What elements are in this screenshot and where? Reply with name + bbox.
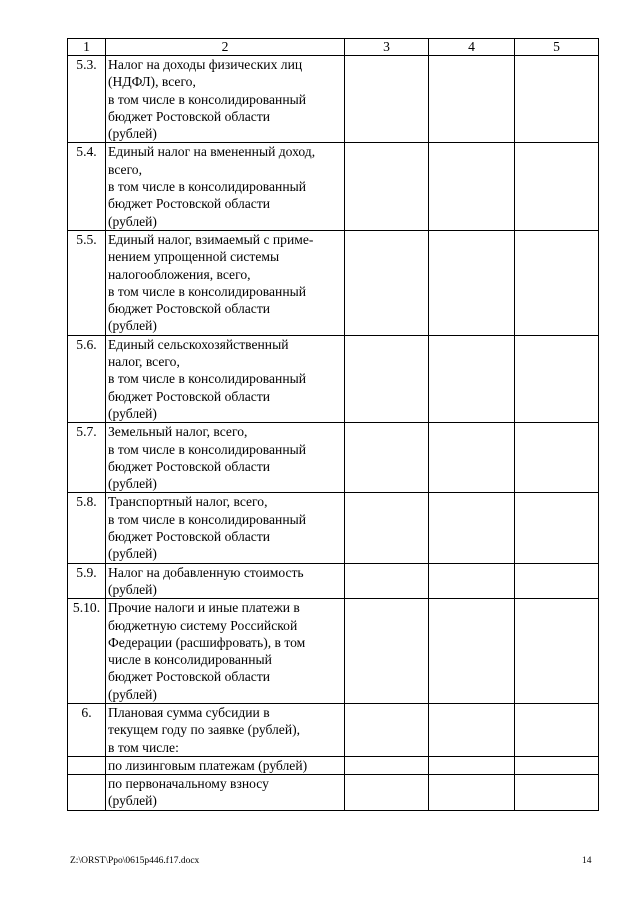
value-cell-col-3[interactable] xyxy=(345,703,429,756)
header-cell-4: 4 xyxy=(429,39,515,56)
table-row xyxy=(68,230,599,335)
table-row xyxy=(68,563,599,599)
file-path: Z:\ORST\Ppo\0615p446.f17.docx xyxy=(70,856,200,866)
value-cell-col-3[interactable] xyxy=(345,775,429,811)
row-description: по первоначальному взносу (рублей) xyxy=(106,775,345,811)
row-number: 5.8. xyxy=(68,493,106,563)
row-description: Налог на добавленную стоимость (рублей) xyxy=(106,563,345,599)
header-cell-5: 5 xyxy=(515,39,599,56)
value-cell-col-4[interactable] xyxy=(429,756,515,774)
value-cell-col-5[interactable] xyxy=(515,599,599,704)
value-cell-col-5[interactable] xyxy=(515,775,599,811)
table-row xyxy=(68,493,599,563)
header-cell-3: 3 xyxy=(345,39,429,56)
page-number: 14 xyxy=(582,856,592,866)
value-cell-col-5[interactable] xyxy=(515,335,599,422)
row-number: 5.10. xyxy=(68,599,106,704)
header-cell-2: 2 xyxy=(106,39,345,56)
row-description: Единый налог, взимаемый с приме- нением упрощенной системы налогообложения, всего, в том числе в консолидированный бюджет Ростовской области (рублей) xyxy=(106,230,345,335)
table-row xyxy=(68,703,599,756)
row-description: Налог на доходы физических лиц (НДФЛ), всего, в том числе в консолидированный бюджет Ростовской области (рублей) xyxy=(106,56,345,143)
value-cell-col-3[interactable] xyxy=(345,756,429,774)
value-cell-col-3[interactable] xyxy=(345,143,429,230)
row-description: Прочие налоги и иные платежи в бюджетную систему Российской Федерации (расшифровать), в том числе в консолидированный бюджет Ростовской области (рублей) xyxy=(106,599,345,704)
row-number: 5.6. xyxy=(68,335,106,422)
value-cell-col-4[interactable] xyxy=(429,423,515,493)
table-row xyxy=(68,775,599,811)
value-cell-col-5[interactable] xyxy=(515,703,599,756)
table-row xyxy=(68,599,599,704)
table-row xyxy=(68,756,599,774)
value-cell-col-5[interactable] xyxy=(515,56,599,143)
value-cell-col-3[interactable] xyxy=(345,230,429,335)
row-description: по лизинговым платежам (рублей) xyxy=(106,756,345,774)
value-cell-col-5[interactable] xyxy=(515,230,599,335)
value-cell-col-5[interactable] xyxy=(515,756,599,774)
header-cell-1: 1 xyxy=(68,39,106,56)
row-number xyxy=(68,756,106,774)
row-description: Плановая сумма субсидии в текущем году по заявке (рублей), в том числе: xyxy=(106,703,345,756)
row-number: 5.5. xyxy=(68,230,106,335)
row-description: Единый налог на вмененный доход, всего, в том числе в консолидированный бюджет Ростовской области (рублей) xyxy=(106,143,345,230)
table-row xyxy=(68,56,599,143)
value-cell-col-5[interactable] xyxy=(515,563,599,599)
value-cell-col-3[interactable] xyxy=(345,563,429,599)
row-number xyxy=(68,775,106,811)
value-cell-col-3[interactable] xyxy=(345,56,429,143)
table-row xyxy=(68,335,599,422)
value-cell-col-4[interactable] xyxy=(429,775,515,811)
value-cell-col-4[interactable] xyxy=(429,493,515,563)
value-cell-col-4[interactable] xyxy=(429,599,515,704)
value-cell-col-5[interactable] xyxy=(515,423,599,493)
table-header-row xyxy=(68,39,599,56)
value-cell-col-3[interactable] xyxy=(345,493,429,563)
form-table xyxy=(67,38,599,811)
row-description: Транспортный налог, всего, в том числе в консолидированный бюджет Ростовской области (рублей) xyxy=(106,493,345,563)
value-cell-col-4[interactable] xyxy=(429,143,515,230)
row-number: 5.9. xyxy=(68,563,106,599)
row-description: Земельный налог, всего, в том числе в консолидированный бюджет Ростовской области (рублей) xyxy=(106,423,345,493)
value-cell-col-3[interactable] xyxy=(345,423,429,493)
value-cell-col-5[interactable] xyxy=(515,493,599,563)
value-cell-col-3[interactable] xyxy=(345,335,429,422)
value-cell-col-4[interactable] xyxy=(429,230,515,335)
value-cell-col-4[interactable] xyxy=(429,335,515,422)
value-cell-col-4[interactable] xyxy=(429,56,515,143)
value-cell-col-4[interactable] xyxy=(429,563,515,599)
row-number: 6. xyxy=(68,703,106,756)
row-number: 5.7. xyxy=(68,423,106,493)
row-number: 5.3. xyxy=(68,56,106,143)
row-number: 5.4. xyxy=(68,143,106,230)
value-cell-col-5[interactable] xyxy=(515,143,599,230)
value-cell-col-3[interactable] xyxy=(345,599,429,704)
table-row xyxy=(68,423,599,493)
table-row xyxy=(68,143,599,230)
row-description: Единый сельскохозяйственный налог, всего, в том числе в консолидированный бюджет Ростовской области (рублей) xyxy=(106,335,345,422)
value-cell-col-4[interactable] xyxy=(429,703,515,756)
